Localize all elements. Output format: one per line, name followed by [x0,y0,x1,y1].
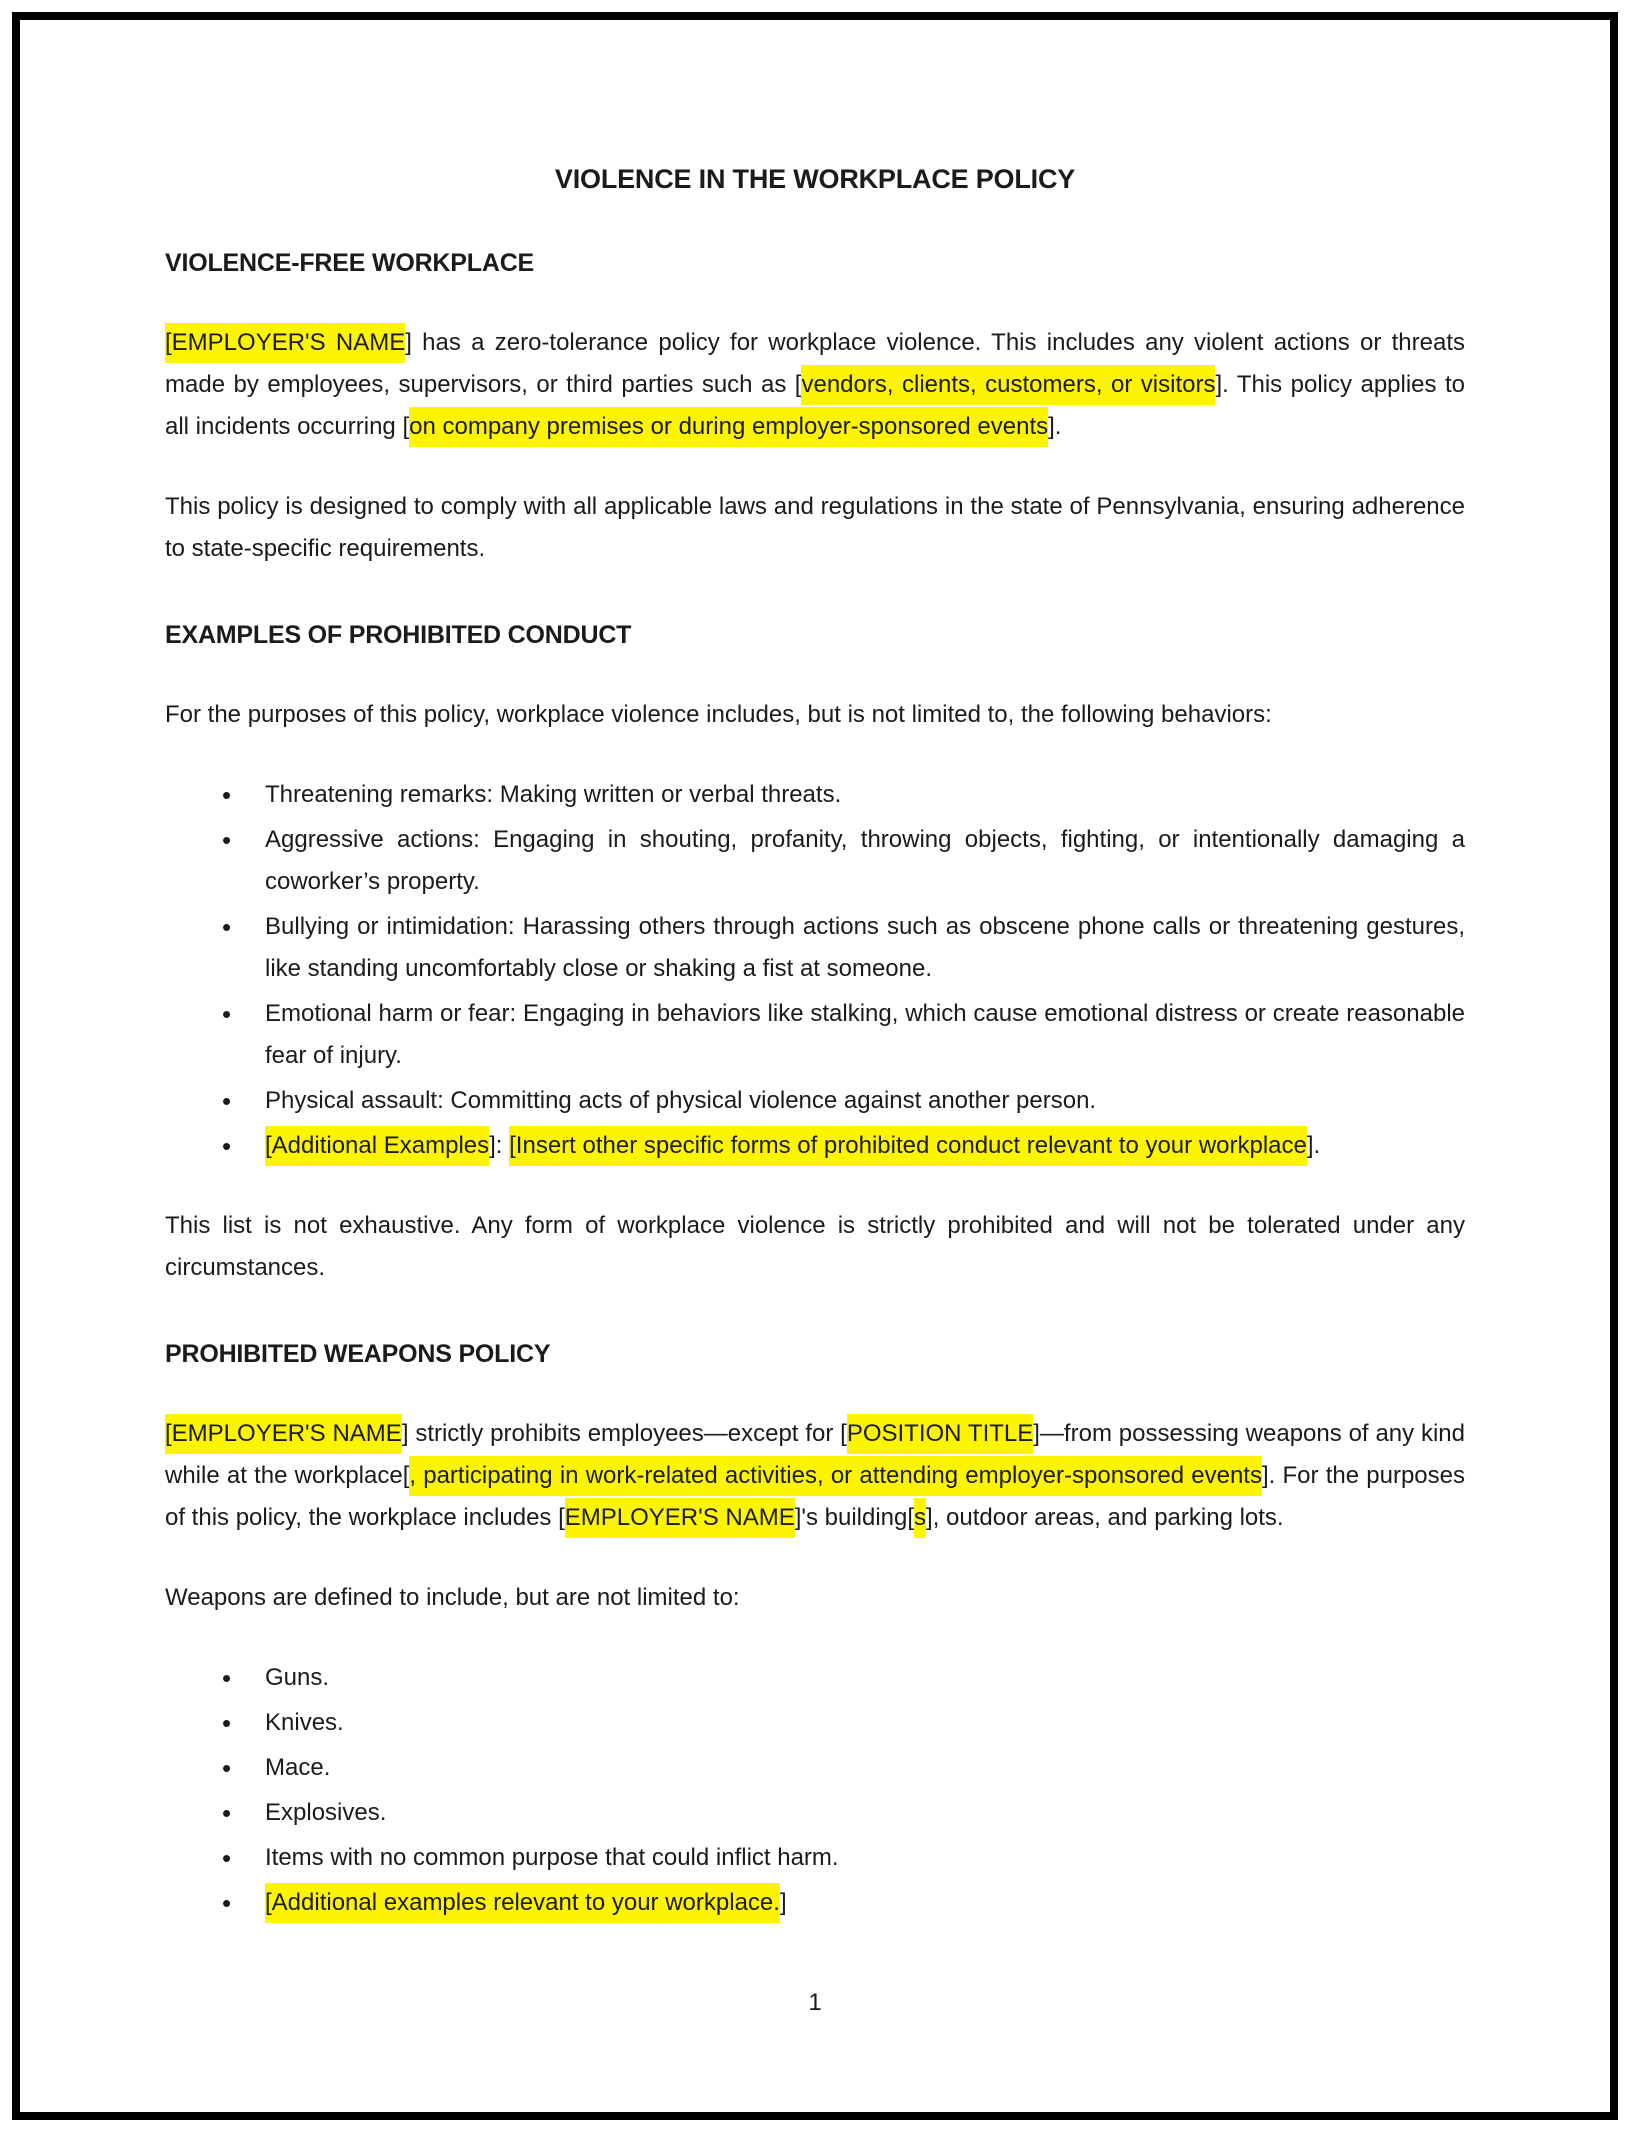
highlighted-placeholder: s [914,1498,926,1538]
document-content [165,158,1465,1962]
paragraph [165,1413,1465,1539]
text-run: ] [779,1889,787,1916]
list-item [165,1702,1465,1744]
list-item [165,1080,1465,1122]
text-run: Knives. [265,1709,344,1736]
text-run: Threatening remarks: Making written or verbal threats. [265,781,842,808]
document-sections [165,242,1465,1924]
list-item [165,1837,1465,1879]
text-run: For the purposes of this policy, workplace violence includes, but is not limited to, the following behaviors: [165,701,1272,728]
text-run: ]: [489,1132,510,1159]
text-run: Explosives. [265,1799,387,1826]
list-item [165,906,1465,990]
text-run: ]'s building[ [794,1504,915,1531]
highlighted-placeholder: [Additional examples relevant to your workplace. [265,1883,780,1923]
page-number: 1 [808,1989,822,2016]
text-run: ]. [1306,1132,1321,1159]
highlighted-placeholder: [Additional Examples [265,1126,489,1166]
section-heading: EXAMPLES OF PROHIBITED CONDUCT [165,621,632,649]
list-item [165,1657,1465,1699]
text-run: Items with no common purpose that could inflict harm. [265,1844,839,1871]
text-run: Bullying or intimidation: Harassing others through actions such as obscene phone calls or threatening gestures, like standing uncomfortably close or shaking a fist at someone. [265,913,1465,982]
paragraph [165,486,1465,570]
section-heading: VIOLENCE-FREE WORKPLACE [165,249,535,277]
highlighted-placeholder: EMPLOYER'S NAME [565,1498,795,1538]
list-item [165,1792,1465,1834]
section-heading: PROHIBITED WEAPONS POLICY [165,1340,551,1368]
paragraph [165,322,1465,448]
paragraph [165,1577,1465,1619]
highlighted-placeholder: [EMPLOYER'S NAME [165,323,405,363]
text-run: ] has a zero-tolerance policy for workplace violence. This includes any violent actions or threats made by employees, supervisors, or third parties such as [ [165,329,1465,398]
text-run: This policy is designed to comply with all applicable laws and regulations in the state of Pennsylvania, ensuring adherence to state-specific requirements. [165,493,1465,562]
bullet-list [165,774,1465,1167]
text-run: This list is not exhaustive. Any form of workplace violence is strictly prohibited and will not be tolerated under any circumstances. [165,1212,1465,1281]
highlighted-placeholder: vendors, clients, customers, or visitors [801,365,1215,405]
text-run: ], outdoor areas, and parking lots. [926,1504,1284,1531]
text-run: Emotional harm or fear: Engaging in behaviors like stalking, which cause emotional distress or create reasonable fear of injury. [265,1000,1465,1069]
paragraph [165,1205,1465,1289]
text-run: ]. This policy applies to all incidents occurring [ [165,371,1466,440]
text-run: ]. For the purposes of this policy, the workplace includes [ [165,1462,1465,1531]
bullet-list [165,1657,1465,1924]
highlighted-placeholder: [EMPLOYER'S NAME [165,1414,402,1454]
list-item [165,1882,1465,1924]
text-run: Physical assault: Committing acts of physical violence against another person. [265,1087,1097,1114]
highlighted-placeholder: [Insert other specific forms of prohibited conduct relevant to your workplace [509,1126,1307,1166]
document-title: VIOLENCE IN THE WORKPLACE POLICY [554,164,1076,194]
text-run: Weapons are defined to include, but are not limited to: [165,1584,740,1611]
list-item [165,819,1465,903]
highlighted-placeholder: POSITION TITLE [847,1414,1033,1454]
list-item [165,774,1465,816]
text-run: Mace. [265,1754,331,1781]
text-run: Aggressive actions: Engaging in shouting, profanity, throwing objects, fighting, or intentionally damaging a coworker’s property. [265,826,1465,895]
paragraph [165,694,1465,736]
list-item [165,1747,1465,1789]
text-run: ]—from possessing weapons of any kind while at the workplace[ [165,1420,1465,1489]
highlighted-placeholder: on company premises or during employer-sponsored events [409,407,1048,447]
text-run: ] strictly prohibits employees—except for [ [401,1420,847,1447]
list-item [165,993,1465,1077]
highlighted-placeholder: , participating in work-related activities, or attending employer-sponsored events [409,1456,1262,1496]
text-run: Guns. [265,1664,330,1691]
list-item [165,1125,1465,1167]
text-run: ]. [1048,413,1062,440]
